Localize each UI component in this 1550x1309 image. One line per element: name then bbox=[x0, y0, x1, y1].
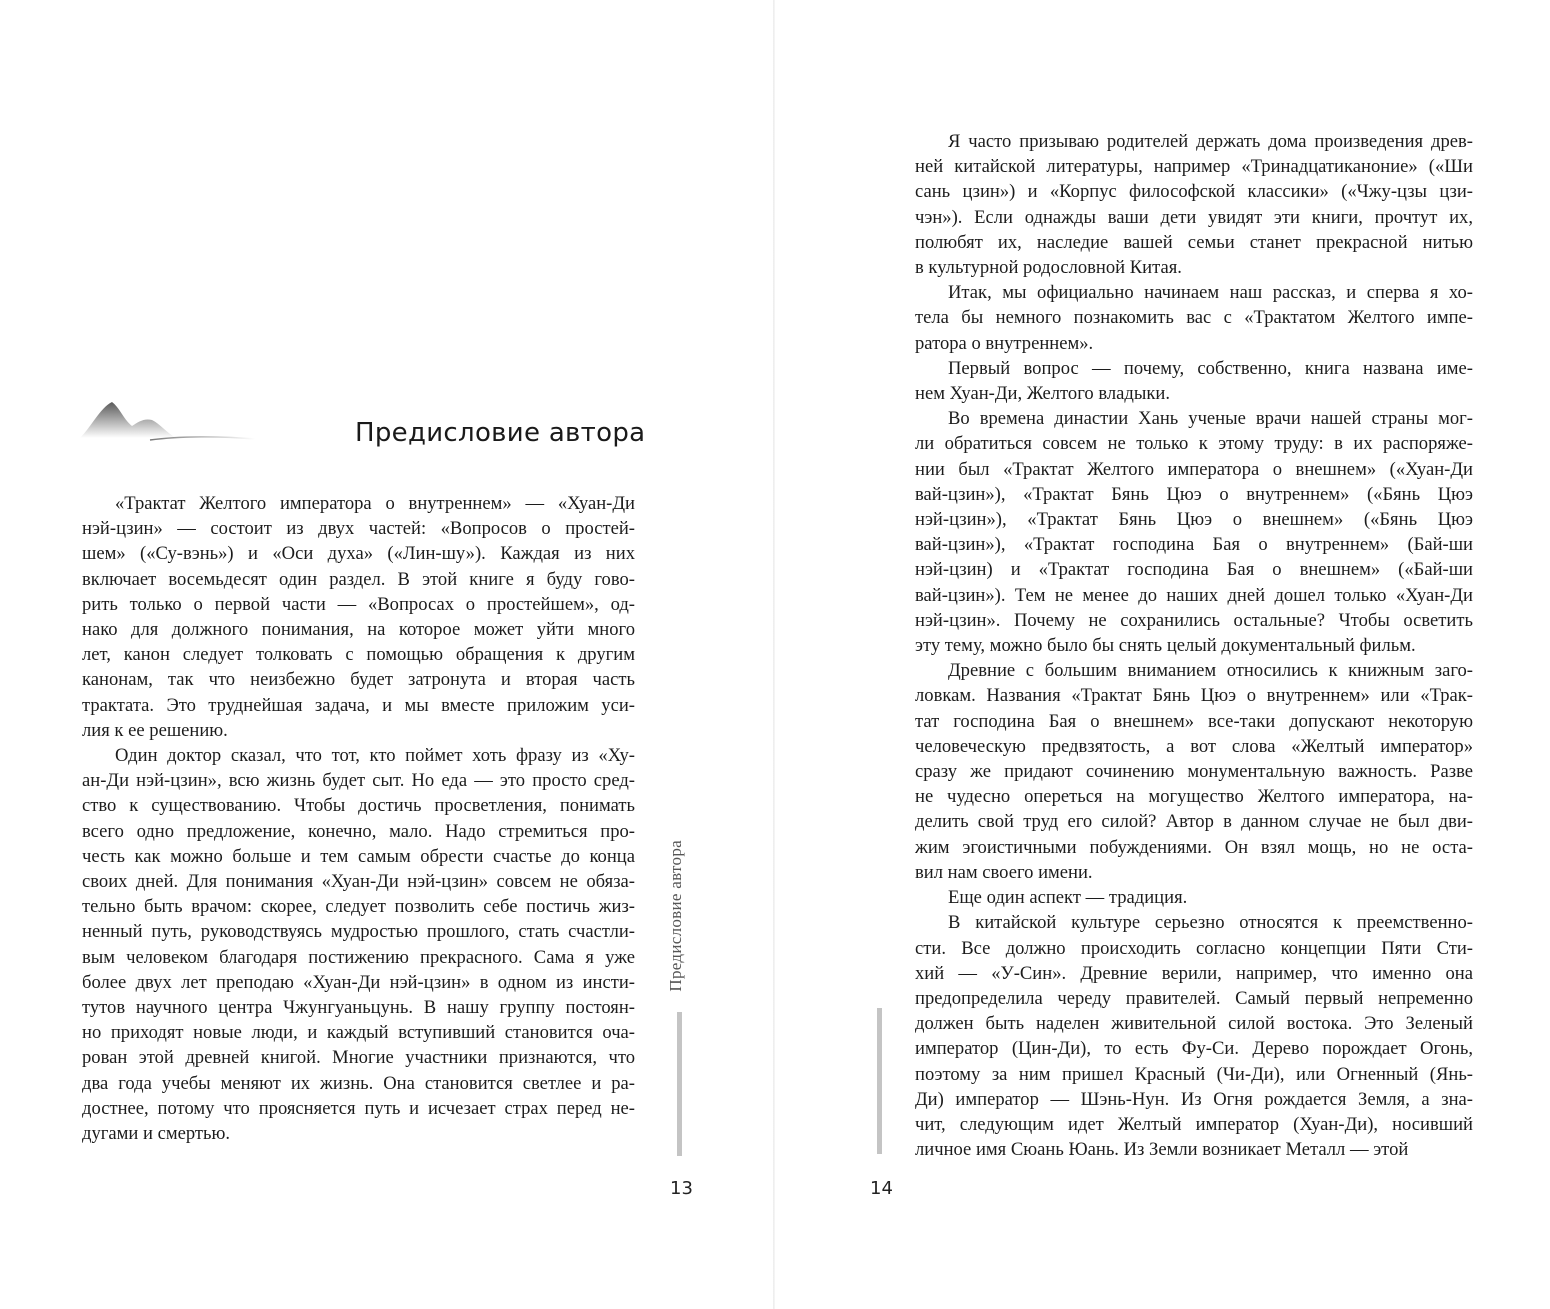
text-line: нэй-цзин»), «Трактат Бянь Цюэ о внешнем» («Бянь Цюэ bbox=[915, 509, 1473, 531]
chapter-title: Предисловие автора bbox=[355, 418, 646, 448]
text-line: более двух лет преподаю «Хуан-Ди нэй-цзин» в одном из инсти- bbox=[82, 971, 635, 993]
text-line: жим эгоистичными побуждениями. Он взял мощь, но не оста- bbox=[915, 836, 1473, 858]
right-body-text bbox=[915, 129, 1473, 1162]
text-line: должен быть наделен живительной силой востока. Это Зеленый bbox=[915, 1013, 1473, 1035]
text-line: тат господина Бая о внешнем» все-таки допускают некоторую bbox=[915, 710, 1473, 732]
text-line: шем» («Су-вэнь») и «Оси духа» («Лин-шу»). Каждая из них bbox=[82, 543, 635, 565]
text-line: Я часто призываю родителей держать дома произведения древ- bbox=[948, 131, 1473, 152]
text-line: всего одно предложение, конечно, мало. Надо стремиться про- bbox=[82, 820, 635, 842]
text-line: вай-цзин»), «Трактат Бянь Цюэ о внутреннем» («Бянь Цюэ bbox=[915, 483, 1473, 505]
text-line: вил нам своего имени. bbox=[915, 861, 1093, 883]
text-line: предопределила череду правителей. Самый первый непременно bbox=[915, 987, 1473, 1009]
text-line: «Трактат Желтого императора о внутреннем» — «Хуан-Ди bbox=[115, 493, 635, 514]
text-line: тела бы немного познакомить вас с «Трактатом Желтого импе- bbox=[915, 307, 1473, 329]
text-line: нэй-цзин». Почему не сохранились остальные? Чтобы осветить bbox=[915, 609, 1473, 631]
text-line: чэн»). Если однажды ваши дети увидят эти книги, прочтут их, bbox=[915, 206, 1473, 228]
text-line: чит, следующим идет Желтый император (Хуан-Ди), носивший bbox=[915, 1113, 1473, 1135]
text-line: нем Хуан-Ди, Желтого владыки. bbox=[915, 383, 1170, 405]
page-number-right: 14 bbox=[870, 1178, 893, 1199]
page-number-left: 13 bbox=[670, 1178, 693, 1199]
text-line: сань цзин») и «Корпус философской классики» («Чжу-цзы цзи- bbox=[915, 181, 1473, 203]
mountain-ornament-icon bbox=[80, 396, 255, 444]
text-line: в культурной родословной Китая. bbox=[915, 257, 1182, 279]
text-line: поэтому за ним пришел Красный (Чи-Ди), или Огненный (Янь- bbox=[915, 1063, 1473, 1085]
text-line: ство к существованию. Чтобы достичь просветления, понимать bbox=[82, 795, 635, 817]
text-line: тельно быть врачом: скорее, следует позволить себе постичь жиз- bbox=[82, 896, 635, 918]
text-line: сти. Все должно происходить согласно концепции Пяти Сти- bbox=[915, 937, 1473, 959]
text-line: не чудесно опереться на могущество Желтого императора, на- bbox=[915, 786, 1473, 808]
text-line: два года учебы меняют их жизнь. Она становится светлее и ра- bbox=[82, 1072, 635, 1094]
text-line: нии был «Трактат Желтого императора о внешнем» («Хуан-Ди bbox=[915, 458, 1473, 480]
paragraph bbox=[82, 491, 635, 743]
text-line: тутов научного центра Чжунгуаньцунь. В нашу группу постоян- bbox=[82, 997, 635, 1019]
running-head-text: Предисловие автора bbox=[666, 840, 685, 992]
text-line: ненный путь, руководствуясь мудростью прошлого, стать счастли- bbox=[82, 921, 635, 943]
paragraph bbox=[915, 129, 1473, 280]
text-line: своих дней. Для понимания «Хуан-Ди нэй-цзин» совсем не обяза- bbox=[82, 871, 635, 893]
text-line: трактата. Это труднейшая задача, и мы вместе приложим уси- bbox=[82, 694, 635, 716]
text-line: лет, канон следует толковать с помощью обращения к другим bbox=[82, 644, 635, 666]
paragraph bbox=[915, 280, 1473, 356]
text-line: ратора о внутреннем». bbox=[915, 332, 1094, 354]
text-line: личное имя Сюань Юань. Из Земли возникает Металл — этой bbox=[915, 1139, 1409, 1161]
paragraph bbox=[915, 885, 1473, 910]
margin-bar-decoration bbox=[677, 1012, 682, 1156]
text-line: сразу же придают сочинению монументальную важность. Разве bbox=[915, 761, 1473, 783]
running-head bbox=[666, 840, 696, 1000]
text-line: В китайской культуре серьезно относятся к преемственно- bbox=[948, 912, 1473, 934]
text-line: вай-цзин»), «Трактат господина Бая о внутреннем» (Бай-ши bbox=[915, 534, 1473, 556]
text-line: рить только о первой части — «Вопросах о простейшем», од- bbox=[82, 593, 635, 615]
text-line: человеческую предвзятость, а вот слова «Желтый император» bbox=[915, 735, 1473, 757]
paragraph bbox=[915, 406, 1473, 658]
text-line: полюбят их, наследие вашей семьи станет прекрасной нитью bbox=[915, 231, 1473, 253]
text-line: Еще один аспект — традиция. bbox=[948, 887, 1188, 909]
text-line: Ди) император — Шэнь-Нун. Из Огня рождается Земля, а зна- bbox=[915, 1088, 1473, 1110]
text-line: ловкам. Названия «Трактат Бянь Цюэ о внутреннем» или «Трак- bbox=[915, 685, 1473, 707]
text-line: рован этой древней книгой. Многие участники признаются, что bbox=[82, 1047, 635, 1069]
text-line: ан-Ди нэй-цзин», всю жизнь будет сыт. Но еда — это просто сред- bbox=[82, 770, 635, 792]
text-line: нэй-цзин» — состоит из двух частей: «Вопросов о простей- bbox=[82, 518, 635, 540]
text-line: нэй-цзин) и «Трактат господина Бая о внешнем» («Бай-ши bbox=[915, 559, 1473, 581]
text-line: канонам, так что неизбежно будет затронута и вторая часть bbox=[82, 669, 635, 691]
text-line: Итак, мы официально начинаем наш рассказ, и сперва я хо- bbox=[948, 282, 1473, 304]
paragraph bbox=[82, 743, 635, 1146]
text-line: император (Цин-Ди), то есть Фу-Си. Дерево порождает Огонь, bbox=[915, 1038, 1473, 1060]
text-line: Во времена династии Хань ученые врачи нашей страны мог- bbox=[948, 408, 1473, 430]
text-line: нако для должного понимания, на которое может уйти много bbox=[82, 619, 635, 641]
text-line: достнее, потому что проясняется путь и исчезает страх перед не- bbox=[82, 1097, 635, 1119]
left-body-text bbox=[82, 491, 635, 1146]
text-line: эту тему, можно было бы снять целый документальный фильм. bbox=[915, 635, 1416, 657]
text-line: вай-цзин»). Тем не менее до наших дней дошел только «Хуан-Ди bbox=[915, 584, 1473, 606]
paragraph bbox=[915, 658, 1473, 885]
paragraph bbox=[915, 910, 1473, 1162]
text-line: но приходят новые люди, и каждый вступивший становится оча- bbox=[82, 1022, 635, 1044]
text-line: делить свой труд его силой? Автор в данном случае не был дви- bbox=[915, 811, 1473, 833]
text-line: лия к ее решению. bbox=[82, 719, 228, 741]
text-line: честь как можно больше и тем самым обрести счастье до конца bbox=[82, 845, 635, 867]
text-line: Первый вопрос — почему, собственно, книга названа име- bbox=[948, 357, 1473, 379]
text-line: ней китайской литературы, например «Тринадцатиканоние» («Ши bbox=[915, 156, 1473, 178]
text-line: хий — «У-Син». Древние верили, например, что именно она bbox=[915, 962, 1473, 984]
text-line: вым человеком благодаря постижению прекрасного. Сама я уже bbox=[82, 946, 635, 968]
text-line: ли обратиться совсем не только к этому труду: в их распоряже- bbox=[915, 433, 1473, 455]
text-line: Один доктор сказал, что тот, кто поймет хоть фразу из «Ху- bbox=[115, 745, 635, 767]
text-line: дугами и смертью. bbox=[82, 1123, 231, 1145]
paragraph bbox=[915, 356, 1473, 406]
margin-bar-decoration bbox=[877, 1008, 882, 1154]
text-line: Древние с большим вниманием относились к книжным заго- bbox=[948, 660, 1473, 682]
text-line: включает восемьдесят один раздел. В этой книге я буду гово- bbox=[82, 568, 635, 590]
